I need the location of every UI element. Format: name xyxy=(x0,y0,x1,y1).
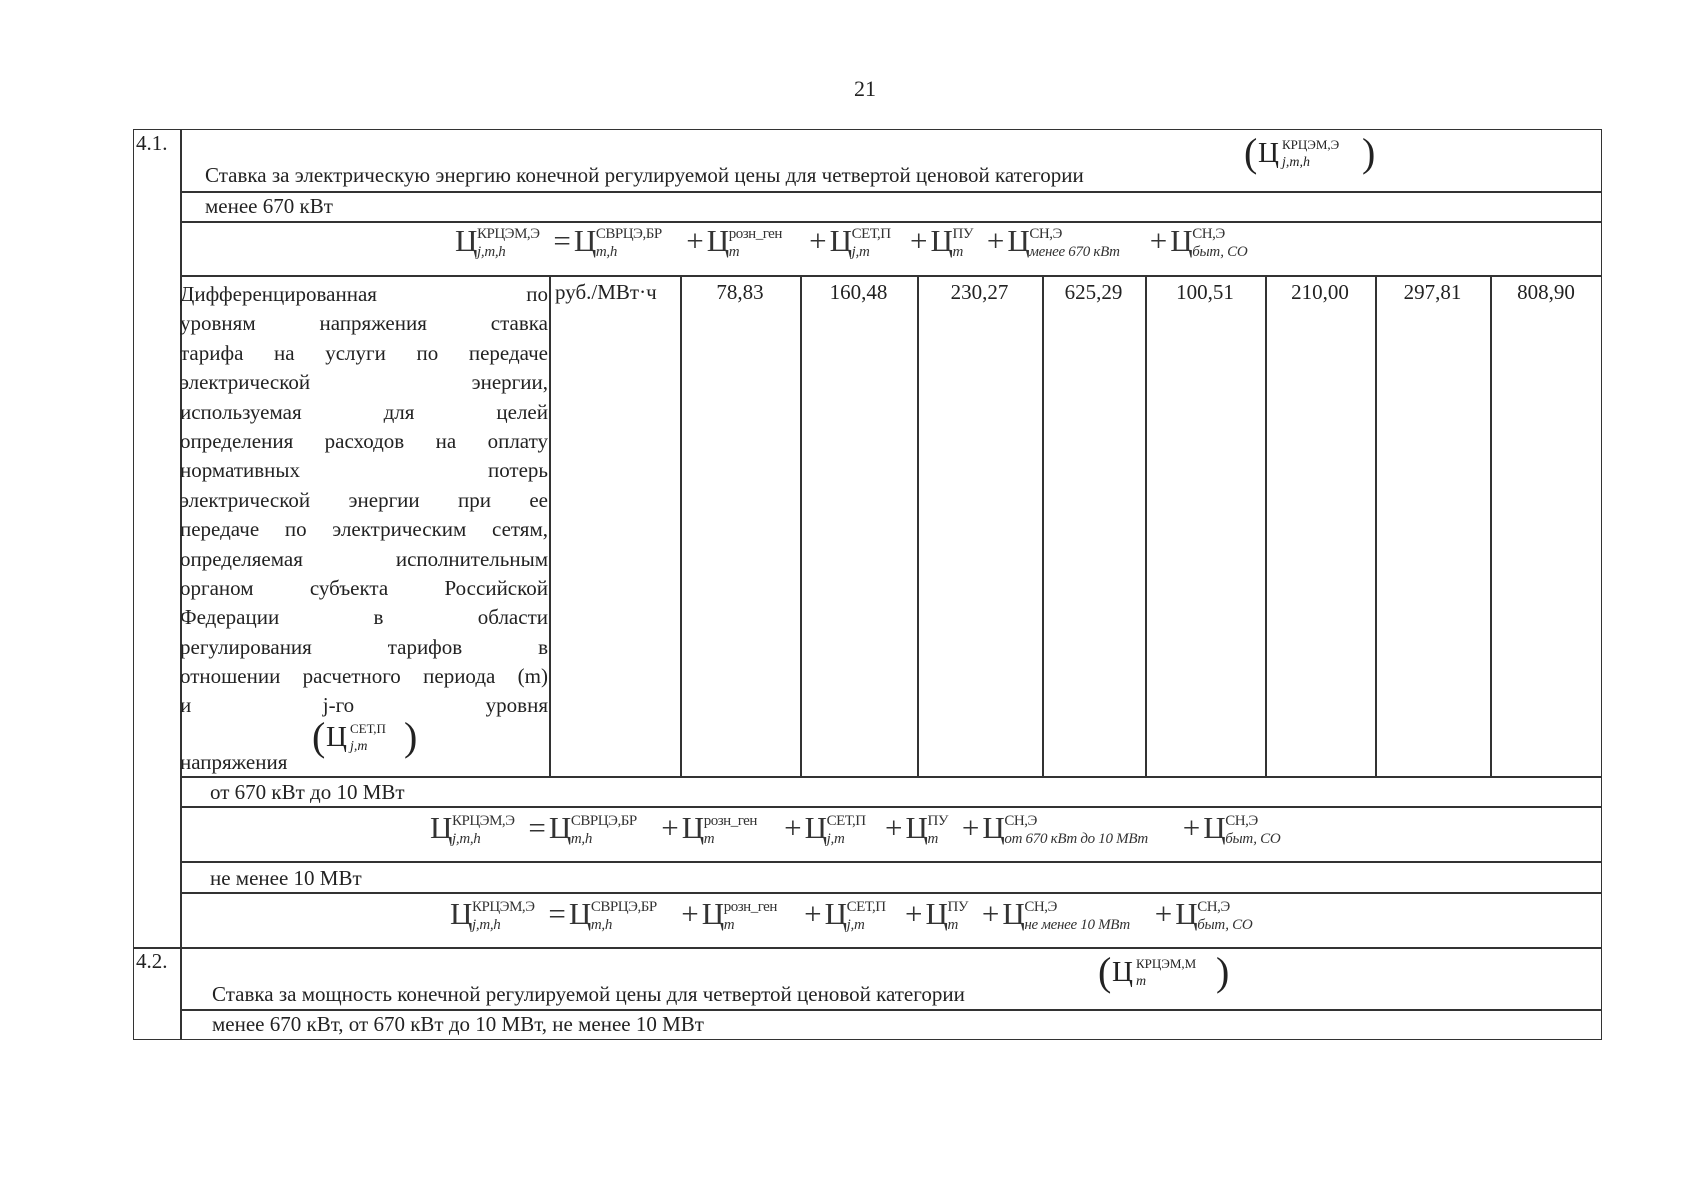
value-cell: 808,90 xyxy=(1517,280,1575,304)
row-divider xyxy=(180,221,1602,223)
cell-divider xyxy=(549,275,551,776)
value-cell: 100,51 xyxy=(1176,280,1234,304)
row-divider xyxy=(180,191,1602,193)
cell-divider xyxy=(1042,275,1044,776)
cell-divider xyxy=(1265,275,1267,776)
description-line: нормативных потерь xyxy=(180,458,548,483)
formula-670-to-10: Ц КРЦЭМ,Э j,m,h =Ц СВРЦЭ,БР m,h +Ц розн_ген m +Ц СЕТ,П j,m +Ц ПУ m +Ц СН,Э от 670 кВт до 10 МВт +Ц СН,Э быт, СО xyxy=(430,810,1281,847)
formula-less-670: Ц КРЦЭМ,Э j,m,h =Ц СВРЦЭ,БР m,h +Ц розн_ген m +Ц СЕТ,П j,m +Ц ПУ m +Ц СН,Э менее 670 кВт +Ц СН,Э быт, СО xyxy=(455,223,1248,260)
value-cell: 160,48 xyxy=(829,280,888,304)
description-line: Дифференцированная по xyxy=(180,282,548,306)
value-cell: 297,81 xyxy=(1403,280,1462,304)
section-number-41: 4.1. xyxy=(136,131,168,155)
description-line: используемая для целей xyxy=(180,399,548,424)
description-line: тарифа на услуги по передаче xyxy=(180,340,548,365)
group-label-not-less-10: не менее 10 МВт xyxy=(210,866,362,890)
section-42-title: Ставка за мощность конечной регулируемой цены для четвертой ценовой категории xyxy=(212,982,965,1006)
description-line: электрической энергии, xyxy=(180,370,548,395)
description-line: Федерации в области xyxy=(180,605,548,630)
value-cell: 78,83 xyxy=(716,280,764,304)
formula-not-less-10: Ц КРЦЭМ,Э j,m,h =Ц СВРЦЭ,БР m,h +Ц розн_ген m +Ц СЕТ,П j,m +Ц ПУ m +Ц СН,Э не менее 10 МВт +Ц СН,Э быт, СО xyxy=(450,896,1253,933)
section-42-group-label: менее 670 кВт, от 670 кВт до 10 МВт, не менее 10 МВт xyxy=(212,1012,704,1036)
section-number-42: 4.2. xyxy=(136,949,168,973)
description-symbol: ( Ц СЕТ,П j,m ) xyxy=(312,714,418,759)
description-line: передаче по электрическим сетям, xyxy=(180,517,548,542)
cell-divider xyxy=(680,275,682,776)
row-divider xyxy=(180,776,1602,778)
cell-divider xyxy=(1490,275,1492,776)
description-line: и j-го уровня xyxy=(180,693,548,718)
description-line: определения расходов на оплату xyxy=(180,428,548,453)
section-42-title-symbol: ( Ц КРЦЭМ,М m ) xyxy=(1098,949,1230,994)
group-label-670-to-10: от 670 кВт до 10 МВт xyxy=(210,780,405,804)
description-line: регулирования тарифов в xyxy=(180,634,548,659)
page-number: 21 xyxy=(854,76,876,101)
row-divider xyxy=(180,275,1602,277)
description-line: определяемая исполнительным xyxy=(180,546,548,571)
cell-divider xyxy=(1375,275,1377,776)
row-divider xyxy=(180,806,1602,808)
section-41-title-symbol: ( Ц КРЦЭМ,Э j,m,h ) xyxy=(1244,130,1376,175)
description-line: уровням напряжения ставка xyxy=(180,311,548,336)
value-cell: 230,27 xyxy=(950,280,1009,304)
cell-divider xyxy=(800,275,802,776)
row-divider xyxy=(180,892,1602,894)
row-divider xyxy=(180,1009,1602,1011)
cell-divider xyxy=(1145,275,1147,776)
description-line: электрической энергии при ее xyxy=(180,487,548,512)
value-cell: 210,00 xyxy=(1291,280,1349,304)
section-41-title: Ставка за электрическую энергию конечной регулируемой цены для четвертой ценовой категории xyxy=(205,163,1084,187)
description-tail: напряжения xyxy=(180,750,288,774)
row-divider xyxy=(180,861,1602,863)
cell-divider xyxy=(917,275,919,776)
value-cell: 625,29 xyxy=(1064,280,1123,304)
group-label-less-670: менее 670 кВт xyxy=(205,194,333,218)
tariff-description xyxy=(180,280,548,721)
description-line: органом субъекта Российской xyxy=(180,575,548,600)
unit-cell: руб./МВт·ч xyxy=(555,280,657,304)
description-line: отношении расчетного периода (m) xyxy=(180,664,548,689)
